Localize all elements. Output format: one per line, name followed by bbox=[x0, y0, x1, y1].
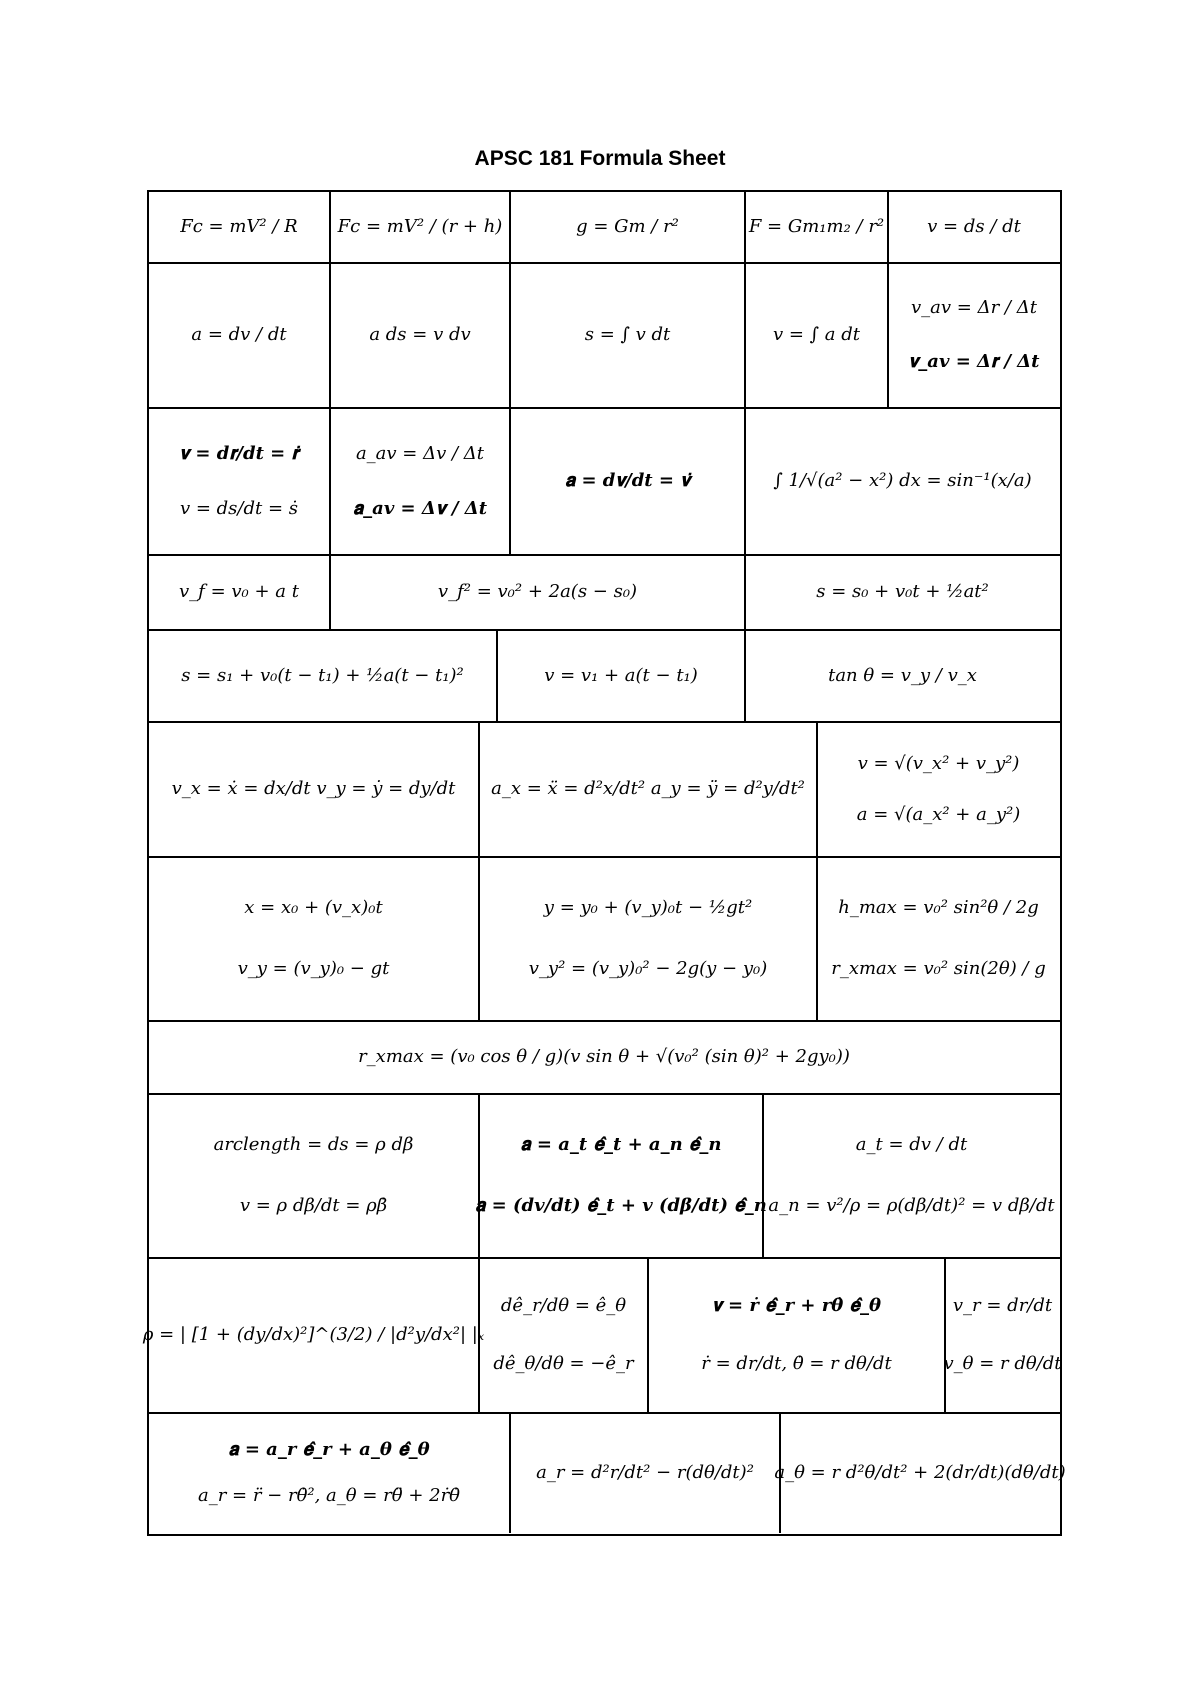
formula: Fc = mV² / R bbox=[180, 215, 298, 237]
formula: ρ = | [1 + (dy/dx)²]^(3/2) / |d²y/dx²| |ₓ bbox=[142, 1324, 485, 1346]
formula: y = y₀ + (v_y)₀t − ½gt² bbox=[543, 897, 753, 919]
formula-cell bbox=[329, 556, 744, 629]
formula: v_x = ẋ = dx/dt v_y = ẏ = dy/dt bbox=[171, 778, 456, 800]
formula: r_xmax = v₀² sin(2θ) / g bbox=[831, 958, 1046, 980]
formula: v = ds / dt bbox=[927, 215, 1021, 237]
formula: Fc = mV² / (r + h) bbox=[337, 215, 503, 237]
formula-cell bbox=[478, 723, 816, 856]
formula: v_y = (v_y)₀ − gt bbox=[237, 958, 390, 980]
formula: v_r = dr/dt bbox=[952, 1295, 1053, 1317]
formula-cell bbox=[149, 631, 496, 721]
formula: 𝐚 = a_r 𝐞̂_r + a_θ 𝐞̂_θ bbox=[228, 1438, 430, 1460]
formula-cell bbox=[744, 409, 1059, 554]
formula: a = √(a_x² + a_y²) bbox=[856, 803, 1021, 825]
formula-cell bbox=[509, 409, 744, 554]
formula-row bbox=[149, 1093, 1060, 1257]
formula: r_xmax = (v₀ cos θ / g)(v sin θ + √(v₀² (sin θ)² + 2gy₀)) bbox=[358, 1046, 850, 1068]
formula-cell bbox=[149, 409, 329, 554]
formula: a ds = v dv bbox=[369, 324, 471, 346]
formula: 𝐚 = d𝐯/dt = 𝐯̇ bbox=[565, 470, 690, 492]
formula-cell bbox=[744, 631, 1059, 721]
formula-cell bbox=[744, 192, 887, 262]
formula: v_y² = (v_y)₀² − 2g(y − y₀) bbox=[528, 958, 768, 980]
formula: h_max = v₀² sin²θ / 2g bbox=[838, 897, 1039, 919]
formula-cell bbox=[744, 264, 887, 407]
formula-cell bbox=[762, 1095, 1059, 1257]
formula-cell bbox=[509, 264, 744, 407]
formula-row bbox=[149, 192, 1060, 262]
formula-cell bbox=[478, 1259, 647, 1412]
formula: 𝐚 = a_t 𝐞̂_t + a_n 𝐞̂_n bbox=[520, 1134, 722, 1156]
formula-cell bbox=[329, 409, 509, 554]
formula: a_x = ẍ = d²x/dt² a_y = ÿ = d²y/dt² bbox=[491, 778, 805, 800]
formula-cell bbox=[887, 192, 1059, 262]
formula: v_θ = r dθ/dt bbox=[943, 1353, 1062, 1375]
formula-cell bbox=[774, 1414, 1066, 1533]
formula-cell bbox=[509, 1414, 779, 1533]
formula-cell bbox=[329, 192, 509, 262]
formula: a_r = d²r/dt² − r(dθ/dt)² bbox=[536, 1462, 754, 1484]
formula-table bbox=[142, 190, 1066, 1536]
formula: tan θ = v_y / v_x bbox=[828, 664, 977, 686]
formula-cell bbox=[647, 1259, 944, 1412]
formula-cell bbox=[475, 1095, 767, 1257]
formula: g = Gm / r² bbox=[576, 215, 679, 237]
formula-cell bbox=[329, 264, 509, 407]
formula-cell bbox=[149, 1095, 478, 1257]
formula: v = ds/dt = ṡ bbox=[179, 497, 299, 519]
formula: v = ∫ a dt bbox=[772, 324, 860, 346]
formula-cell bbox=[816, 858, 1059, 1020]
formula-cell bbox=[149, 264, 329, 407]
formula: dê_r/dθ = ê_θ bbox=[500, 1295, 627, 1317]
formula: a_r = r̈ − rθ̇², a_θ = rθ̈ + 2ṙθ̇ bbox=[197, 1485, 461, 1507]
formula-cell bbox=[149, 1414, 509, 1533]
formula: a = dv / dt bbox=[191, 324, 287, 346]
formula: a_n = v²/ρ = ρ(dβ/dt)² = v dβ/dt bbox=[768, 1195, 1055, 1217]
formula: x = x₀ + (v_x)₀t bbox=[244, 897, 383, 919]
formula: v = √(v_x² + v_y²) bbox=[857, 752, 1020, 774]
formula-cell bbox=[496, 631, 744, 721]
formula-cell bbox=[744, 556, 1059, 629]
formula-row bbox=[149, 856, 1060, 1020]
formula: a_t = dv / dt bbox=[855, 1134, 968, 1156]
formula: arclength = ds = ρ dβ bbox=[213, 1134, 414, 1156]
formula-cell bbox=[142, 1259, 485, 1412]
formula: s = ∫ v dt bbox=[584, 324, 671, 346]
formula-row bbox=[142, 1257, 1062, 1412]
formula-cell bbox=[149, 858, 478, 1020]
formula: 𝐯_av = Δ𝐫 / Δt bbox=[908, 351, 1040, 373]
formula-cell bbox=[149, 556, 329, 629]
formula: v_av = Δr / Δt bbox=[911, 296, 1037, 318]
formula-row bbox=[149, 721, 1060, 856]
formula-row bbox=[149, 262, 1060, 407]
formula-cell bbox=[887, 264, 1059, 407]
formula: v_f = v₀ + a t bbox=[179, 581, 299, 603]
formula: 𝐯 = d𝐫/dt = 𝐫̇ bbox=[179, 442, 299, 464]
formula-cell bbox=[149, 723, 478, 856]
formula-row bbox=[149, 1412, 1066, 1533]
formula: v = v₁ + a(t − t₁) bbox=[544, 664, 698, 686]
formula-cell bbox=[149, 1022, 1059, 1093]
formula: ∫ 1/√(a² − x²) dx = sin⁻¹(x/a) bbox=[773, 470, 1032, 492]
page-title: APSC 181 Formula Sheet bbox=[474, 147, 726, 170]
formula-row bbox=[149, 554, 1060, 629]
formula: v_f² = v₀² + 2a(s − s₀) bbox=[437, 581, 638, 603]
formula-row bbox=[149, 629, 1060, 721]
formula: a_av = Δv / Δt bbox=[355, 442, 485, 464]
formula: 𝐯 = ṙ 𝐞̂_r + rθ̇ 𝐞̂_θ bbox=[712, 1295, 881, 1317]
formula-cell bbox=[509, 192, 744, 262]
formula: F = Gm₁m₂ / r² bbox=[748, 215, 885, 237]
formula: a_θ = r d²θ/dt² + 2(dr/dt)(dθ/dt) bbox=[774, 1462, 1066, 1484]
formula-cell bbox=[816, 723, 1059, 856]
formula: dê_θ/dθ = −ê_r bbox=[493, 1353, 634, 1375]
formula: 𝐚 = (dv/dt) 𝐞̂_t + v (dβ/dt) 𝐞̂_n bbox=[475, 1195, 767, 1217]
formula-row bbox=[149, 407, 1060, 554]
formula: s = s₁ + v₀(t − t₁) + ½a(t − t₁)² bbox=[181, 664, 464, 686]
formula-cell bbox=[149, 192, 329, 262]
formula-cell bbox=[943, 1259, 1062, 1412]
formula: v = ρ dβ/dt = ρβ̇ bbox=[239, 1195, 388, 1217]
formula-cell bbox=[478, 858, 816, 1020]
formula: 𝐚_av = Δ𝐯 / Δt bbox=[352, 497, 488, 519]
formula: s = s₀ + v₀t + ½at² bbox=[816, 581, 989, 603]
formula-row bbox=[149, 1020, 1060, 1093]
formula: ṙ = dr/dt, θ̇ = r dθ/dt bbox=[701, 1353, 892, 1375]
